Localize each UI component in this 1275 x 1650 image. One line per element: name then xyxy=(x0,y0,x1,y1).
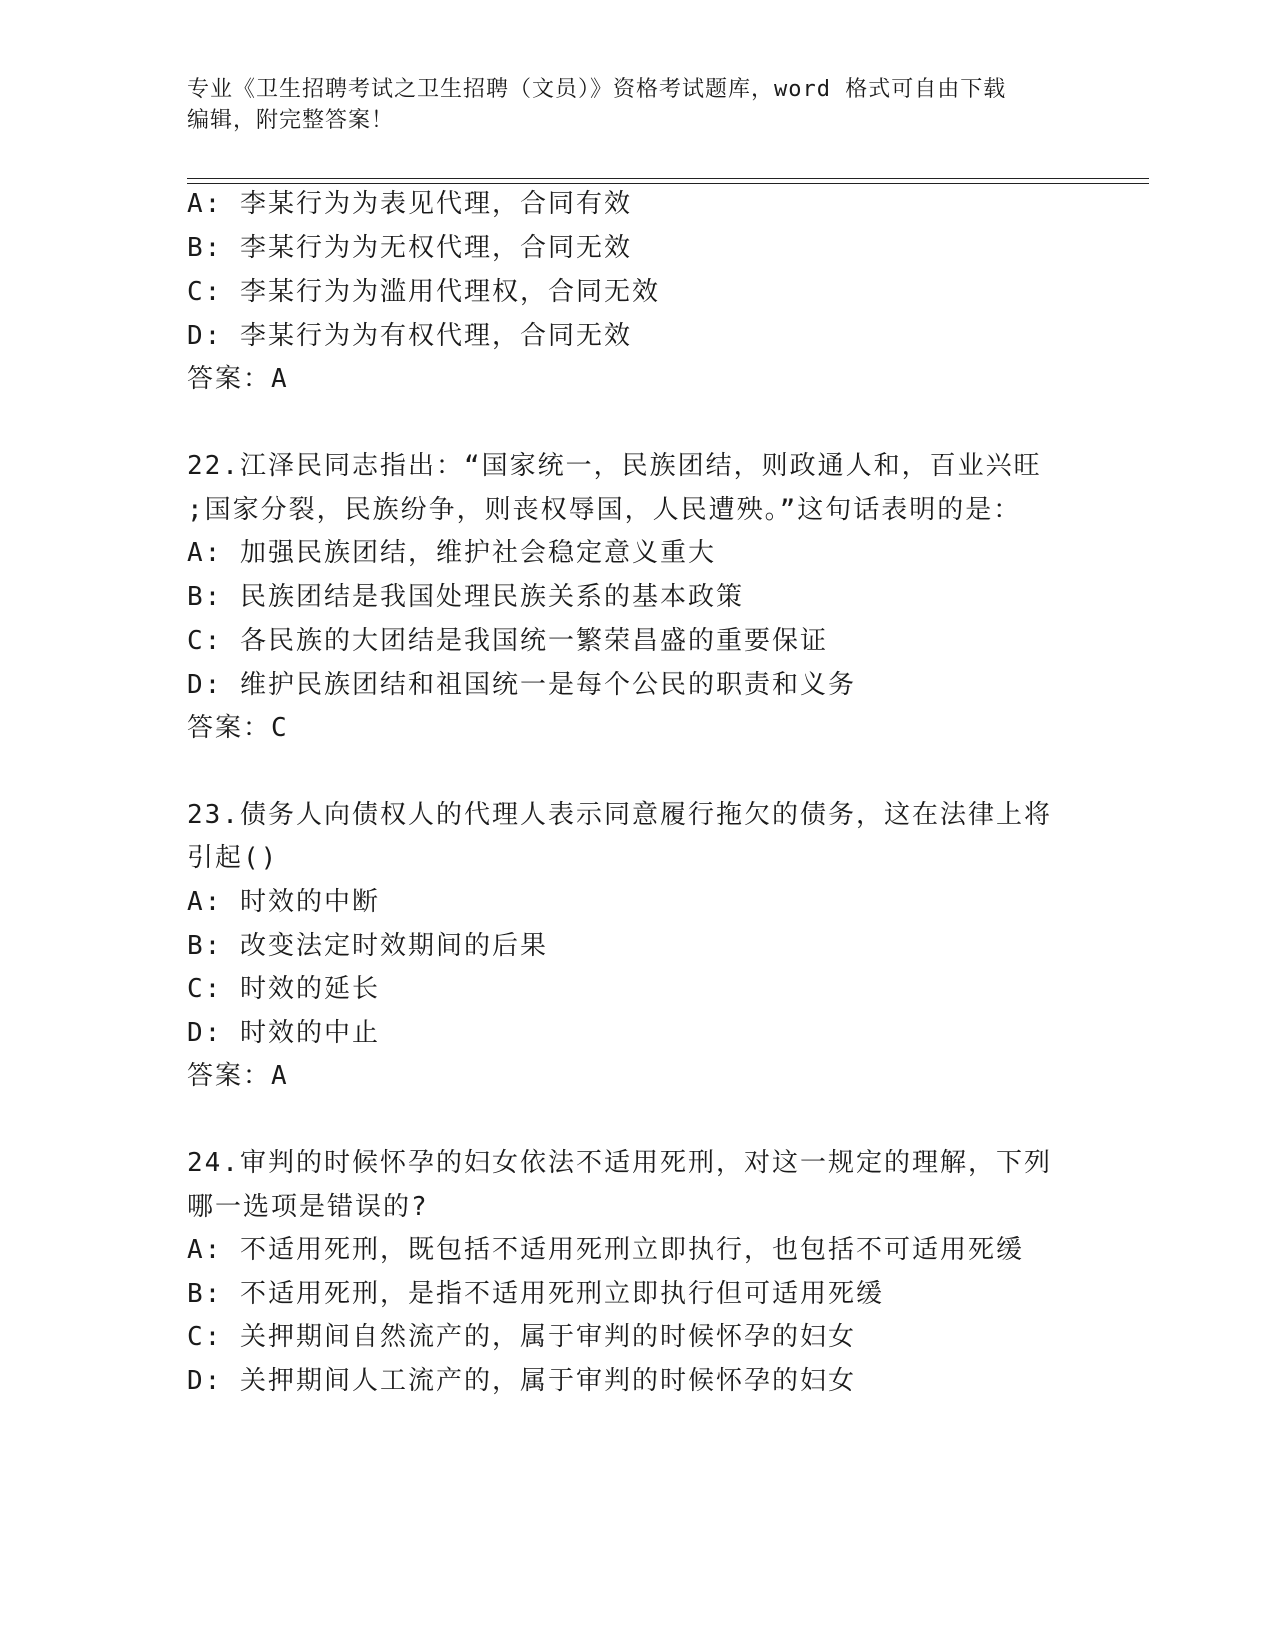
header-line-2: 编辑，附完整答案！ xyxy=(187,108,395,133)
q21-option-c: C: 李某行为为滥用代理权，合同无效 xyxy=(187,277,660,307)
q24-stem-line-2: 哪一选项是错误的? xyxy=(187,1192,429,1222)
q23-stem-line-1: 23.债务人向债权人的代理人表示同意履行拖欠的债务，这在法律上将 xyxy=(187,800,1052,830)
q22-option-c: C: 各民族的大团结是我国统一繁荣昌盛的重要保证 xyxy=(187,626,828,656)
q22-option-d: D: 维护民族团结和祖国统一是每个公民的职责和义务 xyxy=(187,670,856,700)
q21-option-b: B: 李某行为为无权代理，合同无效 xyxy=(187,233,632,263)
q24-option-c: C: 关押期间自然流产的，属于审判的时候怀孕的妇女 xyxy=(187,1322,856,1352)
document-header xyxy=(187,74,1087,136)
q23-answer: 答案：A xyxy=(187,1061,289,1091)
q23-option-a: A: 时效的中断 xyxy=(187,887,380,917)
q24-option-b: B: 不适用死刑，是指不适用死刑立即执行但可适用死缓 xyxy=(187,1279,884,1309)
q22-option-a: A: 加强民族团结，维护社会稳定意义重大 xyxy=(187,538,716,568)
q23-option-b: B: 改变法定时效期间的后果 xyxy=(187,931,548,961)
q21-answer: 答案：A xyxy=(187,364,289,394)
q24-option-a: A: 不适用死刑，既包括不适用死刑立即执行，也包括不可适用死缓 xyxy=(187,1235,1024,1265)
q21-option-a: A: 李某行为为表见代理，合同有效 xyxy=(187,189,632,219)
q22-stem-line-2: ;国家分裂，民族纷争，则丧权辱国，人民遭殃。”这句话表明的是： xyxy=(187,495,1022,525)
q22-stem-line-1: 22.江泽民同志指出：“国家统一，民族团结，则政通人和，百业兴旺 xyxy=(187,451,1042,481)
header-divider-bottom xyxy=(187,183,1149,184)
q23-stem-line-2: 引起() xyxy=(187,843,279,873)
q22-answer: 答案：C xyxy=(187,713,289,743)
header-line-1: 专业《卫生招聘考试之卫生招聘（文员）》资格考试题库，word 格式可自由下载 xyxy=(187,77,1007,102)
q24-stem-line-1: 24.审判的时候怀孕的妇女依法不适用死刑，对这一规定的理解，下列 xyxy=(187,1148,1052,1178)
header-divider-top xyxy=(187,178,1149,179)
q24-option-d: D: 关押期间人工流产的，属于审判的时候怀孕的妇女 xyxy=(187,1366,856,1396)
q23-option-d: D: 时效的中止 xyxy=(187,1018,380,1048)
q21-option-d: D: 李某行为为有权代理，合同无效 xyxy=(187,321,632,351)
q23-option-c: C: 时效的延长 xyxy=(187,974,380,1004)
q22-option-b: B: 民族团结是我国处理民族关系的基本政策 xyxy=(187,582,744,612)
